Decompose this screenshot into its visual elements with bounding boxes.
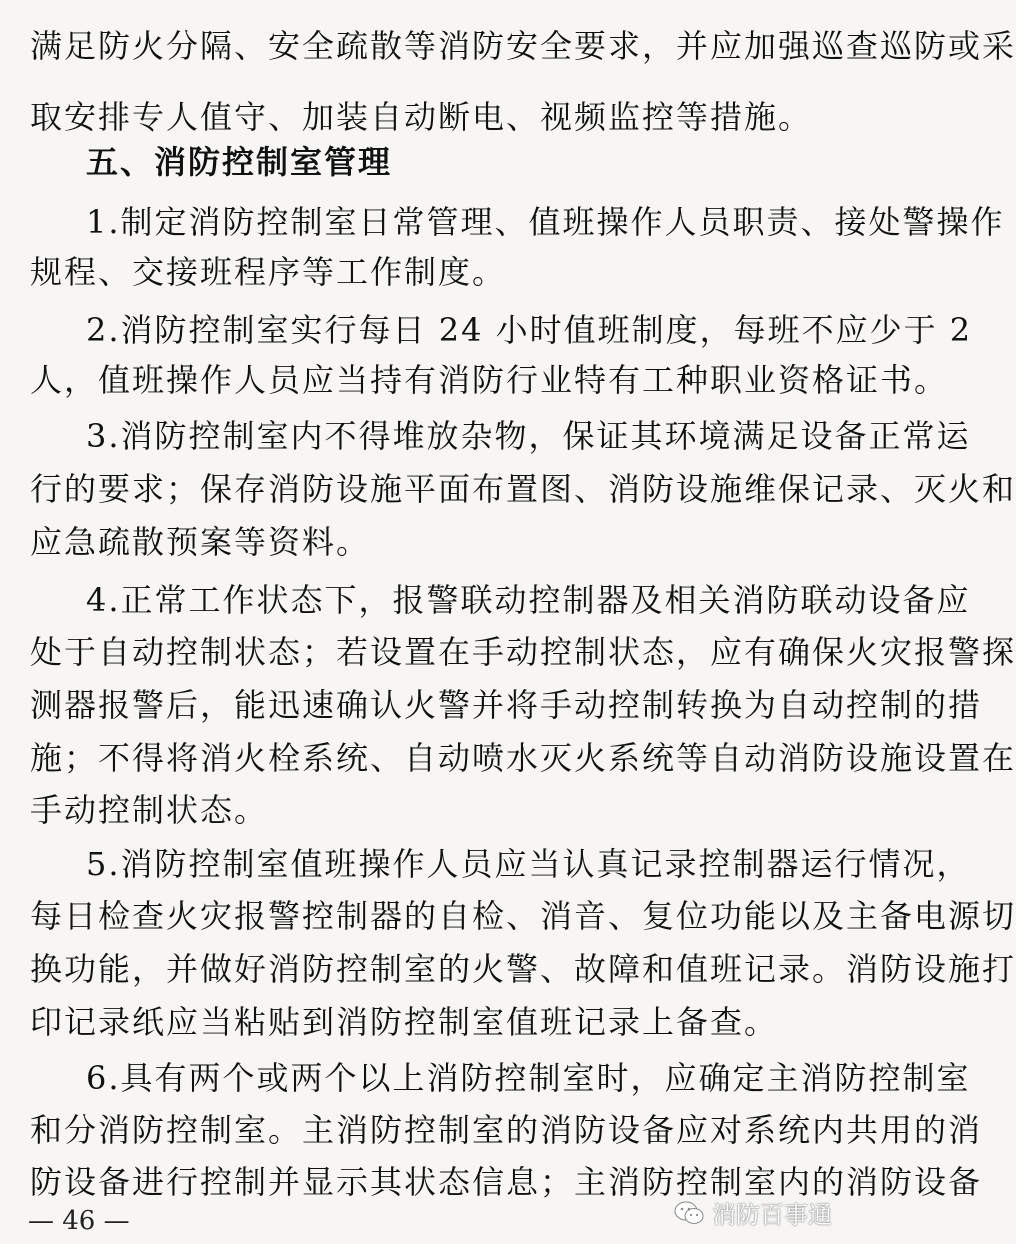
text-line-2: 取安排专人值守、加装自动断电、视频监控等措施。 (30, 98, 813, 136)
text-line-20: 6.具有两个或两个以上消防控制室时，应确定主消防控制室 (86, 1059, 971, 1097)
section-heading: 五、消防控制室管理 (86, 143, 393, 181)
text-line-5: 规程、交接班程序等工作制度。 (30, 253, 507, 291)
text-line-9: 行的要求；保存消防设施平面布置图、消防设施维保记录、灭火和 (30, 470, 1016, 508)
text-line-4: 1.制定消防控制室日常管理、值班操作人员职责、接处警操作 (86, 203, 1005, 241)
text-line-1: 满足防火分隔、安全疏散等消防安全要求，并应加强巡查巡防或采 (30, 27, 1016, 65)
text-line-21: 和分消防控制室。主消防控制室的消防设备应对系统内共用的消 (30, 1111, 983, 1149)
page-number: — 46 — (28, 1206, 130, 1236)
wechat-icon (674, 1200, 704, 1226)
text-line-19: 印记录纸应当粘贴到消防控制室值班记录上备查。 (30, 1003, 779, 1041)
text-line-14: 施；不得将消火栓系统、自动喷水灭火系统等自动消防设施设置在 (30, 739, 1016, 777)
text-line-16: 5.消防控制室值班操作人员应当认真记录控制器运行情况， (86, 845, 971, 883)
text-line-22: 防设备进行控制并显示其状态信息；主消防控制室内的消防设备 (30, 1163, 983, 1201)
text-line-6: 2.消防控制室实行每日 24 小时值班制度，每班不应少于 2 (86, 311, 973, 349)
text-line-11: 4.正常工作状态下，报警联动控制器及相关消防联动设备应 (86, 581, 971, 619)
text-line-8: 3.消防控制室内不得堆放杂物，保证其环境满足设备正常运 (86, 417, 971, 455)
text-line-7: 人，值班操作人员应当持有消防行业特有工种职业资格证书。 (30, 361, 949, 399)
text-line-12: 处于自动控制状态；若设置在手动控制状态，应有确保火灾报警探 (30, 633, 1016, 671)
watermark-text: 消防百事通 (712, 1201, 832, 1229)
watermark (674, 1195, 832, 1230)
text-line-17: 每日检查火灾报警控制器的自检、消音、复位功能以及主备电源切 (30, 897, 1016, 935)
text-line-10: 应急疏散预案等资料。 (30, 523, 371, 561)
text-line-15: 手动控制状态。 (30, 791, 269, 829)
text-line-13: 测器报警后，能迅速确认火警并将手动控制转换为自动控制的措 (30, 686, 983, 724)
text-line-18: 换功能，并做好消防控制室的火警、故障和值班记录。消防设施打 (30, 950, 1016, 988)
